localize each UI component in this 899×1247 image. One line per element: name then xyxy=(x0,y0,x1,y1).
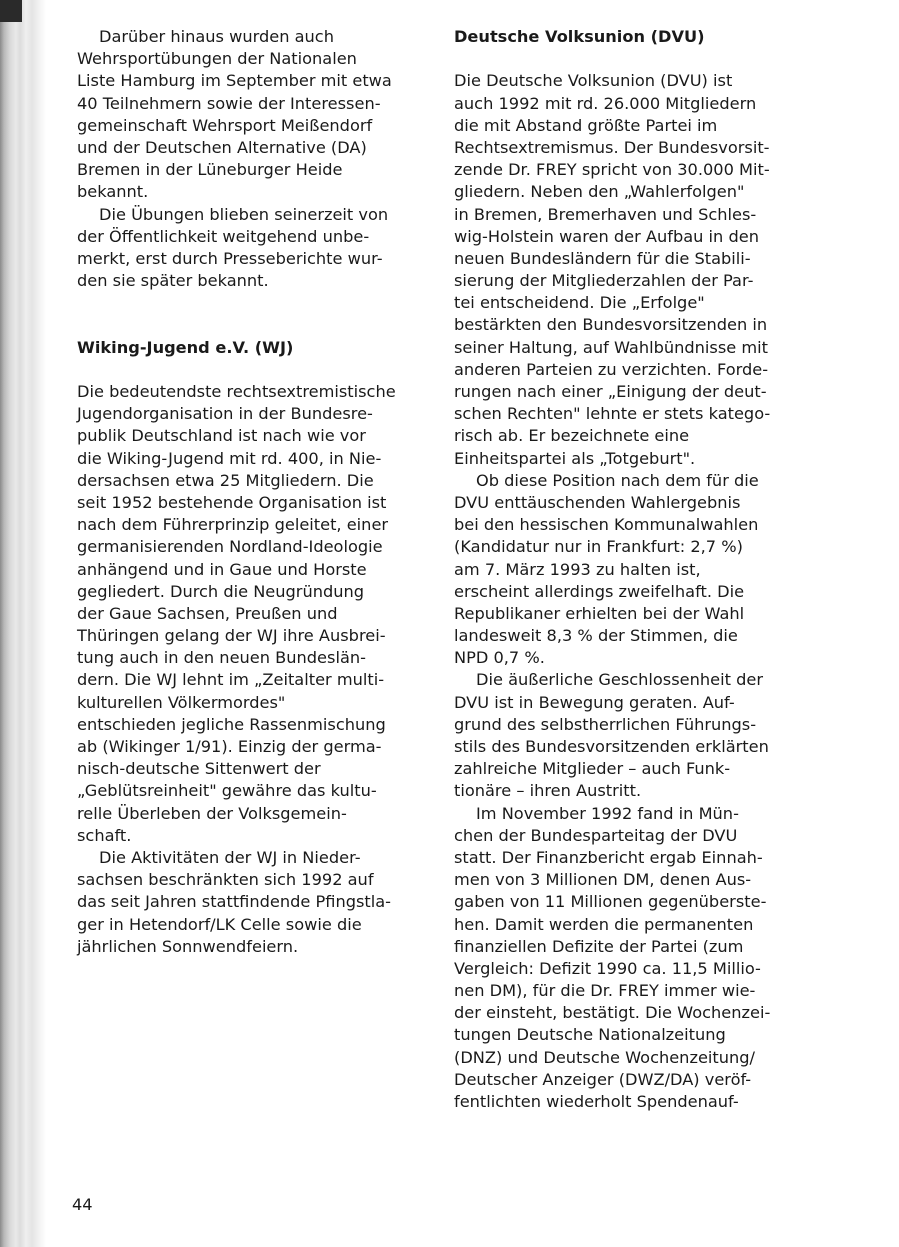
text-line: zahlreiche Mitglieder – auch Funk- xyxy=(454,759,731,779)
text-line: Die Aktivitäten der WJ in Nieder- xyxy=(99,847,361,867)
text-line: hen. Damit werden die permanenten xyxy=(454,914,754,934)
text-line: Einheitspartei als „Totgeburt". xyxy=(454,448,696,468)
left-column xyxy=(77,26,437,958)
text-line: nisch-deutsche Sittenwert der xyxy=(77,759,321,779)
blank-line xyxy=(454,48,814,70)
text-line: der Öffentlichkeit weitgehend unbe- xyxy=(77,226,370,246)
text-line: relle Überleben der Volksgemein- xyxy=(77,803,347,823)
text-line: entschieden jegliche Rassenmischung xyxy=(77,714,386,734)
text-line: Die bedeutendste rechtsextremistische xyxy=(77,382,396,401)
text-line: bei den hessischen Kommunalwahlen xyxy=(454,515,759,535)
text-line: wig-Holstein waren der Aufbau in den xyxy=(454,226,759,246)
text-line: kulturellen Völkermordes" xyxy=(77,692,286,712)
text-line: das seit Jahren stattfindende Pfingstla- xyxy=(77,892,392,912)
text-line: Republikaner erhielten bei der Wahl xyxy=(454,603,745,623)
text-line: Rechtsextremismus. Der Bundesvorsit- xyxy=(454,137,770,157)
text-line: in Bremen, Bremerhaven und Schles- xyxy=(454,204,757,224)
text-line: grund des selbstherrlichen Führungs- xyxy=(454,714,757,734)
text-line: am 7. März 1993 zu halten ist, xyxy=(454,559,701,579)
text-line: tei entscheidend. Die „Erfolge" xyxy=(454,293,705,313)
blank-line xyxy=(77,292,437,314)
text-line: NPD 0,7 %. xyxy=(454,648,545,668)
text-line: Deutscher Anzeiger (DWZ/DA) veröf- xyxy=(454,1069,752,1089)
text-line: und der Deutschen Alternative (DA) xyxy=(77,137,367,157)
text-line: publik Deutschland ist nach wie vor xyxy=(77,426,366,446)
text-line: Die äußerliche Geschlossenheit der xyxy=(476,670,763,690)
text-line: gegliedert. Durch die Neugründung xyxy=(77,581,365,601)
text-line: (Kandidatur nur in Frankfurt: 2,7 %) xyxy=(454,537,743,557)
text-line: anhängend und in Gaue und Horste xyxy=(77,559,367,579)
section-heading: Deutsche Volksunion (DVU) xyxy=(454,27,705,46)
page-corner-mark xyxy=(0,0,22,22)
text-line: Jugendorganisation in der Bundesre- xyxy=(77,404,373,424)
text-line: fentlichten wiederholt Spendenauf- xyxy=(454,1092,739,1111)
text-line: schaft. xyxy=(77,825,132,845)
section-heading: Wiking-Jugend e.V. (WJ) xyxy=(77,337,294,357)
blank-line xyxy=(77,314,437,336)
text-line: die mit Abstand größte Partei im xyxy=(454,115,718,135)
text-line: men von 3 Millionen DM, denen Aus- xyxy=(454,870,752,890)
text-line: germanisierenden Nordland-Ideologie xyxy=(77,537,383,557)
text-line: bekannt. xyxy=(77,182,149,202)
text-line: stils des Bundesvorsitzenden erklärten xyxy=(454,737,769,756)
text-line: nach dem Führerprinzip geleitet, einer xyxy=(77,515,389,535)
text-line: Die Deutsche Volksunion (DVU) ist xyxy=(454,71,733,91)
text-line: neuen Bundesländern für die Stabili- xyxy=(454,248,751,268)
text-line: jährlichen Sonnwendfeiern. xyxy=(77,936,299,956)
text-line: dersachsen etwa 25 Mitgliedern. Die xyxy=(77,470,374,490)
text-line: der Gaue Sachsen, Preußen und xyxy=(77,603,338,623)
text-line: erscheint allerdings zweifelhaft. Die xyxy=(454,581,745,601)
page-number: 44 xyxy=(72,1195,93,1214)
text-line: (DNZ) und Deutsche Wochenzeitung/ xyxy=(454,1047,755,1067)
text-line: gemeinschaft Wehrsport Meißendorf xyxy=(77,115,373,135)
text-line: rungen nach einer „Einigung der deut- xyxy=(454,382,767,401)
text-line: seiner Haltung, auf Wahlbündnisse mit xyxy=(454,337,769,357)
text-line: „Geblütsreinheit" gewähre das kultu- xyxy=(77,781,377,801)
text-line: anderen Parteien zu verzichten. Forde- xyxy=(454,359,769,379)
text-line: sierung der Mitgliederzahlen der Par- xyxy=(454,271,754,291)
text-line: Bremen in der Lüneburger Heide xyxy=(77,160,343,180)
text-line: Thüringen gelang der WJ ihre Ausbrei- xyxy=(77,626,386,646)
text-line: ab (Wikinger 1/91). Einzig der germa- xyxy=(77,737,382,756)
text-line: Liste Hamburg im September mit etwa xyxy=(77,71,392,91)
text-line: DVU ist in Bewegung geraten. Auf- xyxy=(454,692,735,712)
text-line: Im November 1992 fand in Mün- xyxy=(476,803,739,823)
text-line: merkt, erst durch Presseberichte wur- xyxy=(77,248,383,268)
text-line: chen der Bundesparteitag der DVU xyxy=(454,825,738,845)
text-line: die Wiking-Jugend mit rd. 400, in Nie- xyxy=(77,448,382,468)
text-line: tung auch in den neuen Bundeslän- xyxy=(77,648,366,668)
text-line: risch ab. Er bezeichnete eine xyxy=(454,426,690,446)
text-line: dern. Die WJ lehnt im „Zeitalter multi- xyxy=(77,670,385,690)
text-line: nen DM), für die Dr. FREY immer wie- xyxy=(454,981,756,1001)
text-line: auch 1992 mit rd. 26.000 Mitgliedern xyxy=(454,93,757,113)
text-line: gliedern. Neben den „Wahlerfolgen" xyxy=(454,182,745,202)
book-gutter-shadow xyxy=(0,0,46,1247)
right-column xyxy=(454,26,814,1113)
text-line: gaben von 11 Millionen gegenüberste- xyxy=(454,892,767,912)
text-line: sachsen beschränkten sich 1992 auf xyxy=(77,870,374,890)
text-line: statt. Der Finanzbericht ergab Einnah- xyxy=(454,847,763,867)
text-line: den sie später bekannt. xyxy=(77,271,269,291)
text-line: seit 1952 bestehende Organisation ist xyxy=(77,492,387,512)
text-line: 40 Teilnehmern sowie der Interessen- xyxy=(77,93,381,113)
text-line: zende Dr. FREY spricht von 30.000 Mit- xyxy=(454,160,770,180)
blank-line xyxy=(77,359,437,381)
text-line: landesweit 8,3 % der Stimmen, die xyxy=(454,626,738,646)
text-line: finanziellen Defizite der Partei (zum xyxy=(454,936,744,956)
text-line: bestärkten den Bundesvorsitzenden in xyxy=(454,315,768,335)
text-line: Darüber hinaus wurden auch xyxy=(99,27,334,46)
text-line: tungen Deutsche Nationalzeitung xyxy=(454,1025,726,1045)
text-line: DVU enttäuschenden Wahlergebnis xyxy=(454,492,741,512)
text-line: der einsteht, bestätigt. Die Wochenzei- xyxy=(454,1003,771,1023)
text-line: ger in Hetendorf/LK Celle sowie die xyxy=(77,914,362,934)
text-line: Wehrsportübungen der Nationalen xyxy=(77,49,357,69)
text-line: schen Rechten" lehnte er stets katego- xyxy=(454,404,771,424)
text-line: Vergleich: Defizit 1990 ca. 11,5 Millio- xyxy=(454,958,761,978)
text-line: Die Übungen blieben seinerzeit von xyxy=(99,204,389,224)
text-line: Ob diese Position nach dem für die xyxy=(476,470,759,490)
text-line: tionäre – ihren Austritt. xyxy=(454,781,642,801)
